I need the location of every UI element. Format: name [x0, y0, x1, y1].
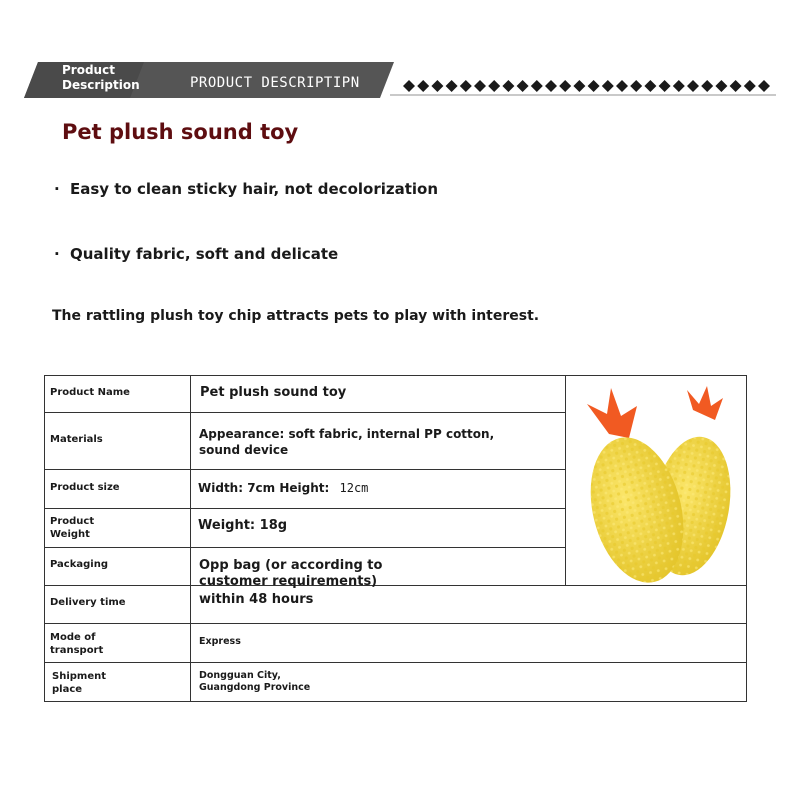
spec-label-materials: Materials — [50, 434, 103, 445]
section-header-band — [24, 62, 394, 98]
table-border — [44, 375, 45, 702]
diamond-ornament-row — [402, 78, 778, 94]
size-height: 12cm — [339, 481, 369, 495]
diamond-ornament — [730, 80, 742, 92]
materials-line1: Appearance: soft fabric, internal PP cotton, — [199, 427, 495, 441]
diamond-ornament — [744, 80, 756, 92]
header-label-line1: Product — [62, 63, 115, 77]
spec-value-weight: Weight: 18g — [198, 518, 288, 533]
feature-text: Quality fabric, soft and delicate — [70, 245, 339, 263]
diamond-ornament — [502, 80, 514, 92]
spec-label-weight — [50, 515, 94, 541]
size-text: Width: 7cm Height: — [198, 481, 330, 495]
feature-bullet — [54, 245, 338, 263]
table-row-divider — [44, 469, 565, 470]
diamond-ornament — [403, 80, 415, 92]
diamond-ornament — [531, 80, 543, 92]
table-border — [44, 701, 747, 702]
transport-label-line2: transport — [50, 645, 104, 656]
header-label-line2: Description — [62, 78, 140, 92]
spec-value-delivery: within 48 hours — [199, 592, 314, 607]
packaging-line2: customer requirements) — [199, 574, 378, 589]
spec-value-packaging — [199, 558, 382, 590]
spec-label-packaging: Packaging — [50, 559, 108, 570]
diamond-ornament — [616, 80, 628, 92]
diamond-ornament — [701, 80, 713, 92]
shipment-label-line2: place — [52, 684, 83, 695]
diamond-ornament — [545, 80, 557, 92]
weight-label-line2: Weight — [50, 529, 90, 540]
diamond-ornament — [417, 80, 429, 92]
bullet-dot: · — [54, 180, 60, 198]
diamond-ornament — [630, 80, 642, 92]
diamond-ornament — [446, 80, 458, 92]
weight-label-line1: Product — [50, 516, 95, 527]
packaging-line1: Opp bag (or according to — [199, 558, 383, 573]
spec-label-shipment — [52, 670, 106, 696]
diamond-ornament — [460, 80, 472, 92]
spec-label-delivery: Delivery time — [50, 597, 126, 608]
table-row-divider — [44, 508, 565, 509]
materials-line2: sound device — [199, 443, 289, 457]
diamond-ornament — [588, 80, 600, 92]
product-heading: Pet plush sound toy — [62, 120, 299, 144]
diamond-ornament — [659, 80, 671, 92]
feature-bullet — [54, 180, 438, 198]
transport-label-line1: Mode of — [50, 632, 96, 643]
spec-value-transport: Express — [199, 636, 241, 647]
table-row-divider — [44, 662, 747, 663]
diamond-ornament — [488, 80, 500, 92]
spec-value-product-name: Pet plush sound toy — [200, 385, 347, 400]
table-row-divider — [44, 623, 747, 624]
shipment-line2: Guangdong Province — [199, 682, 311, 693]
diamond-ornament — [715, 80, 727, 92]
shipment-line1: Dongguan City, — [199, 670, 281, 681]
diamond-ornament — [573, 80, 585, 92]
header-title: PRODUCT DESCRIPTIPN — [190, 75, 360, 91]
diamond-ornament — [474, 80, 486, 92]
spec-value-size — [198, 480, 368, 496]
spec-value-shipment — [199, 670, 310, 694]
table-row-divider — [44, 412, 565, 413]
diamond-ornament — [687, 80, 699, 92]
product-image — [565, 376, 747, 586]
diamond-ornament — [602, 80, 614, 92]
shipment-label-line1: Shipment — [52, 671, 107, 682]
diamond-ornament — [431, 80, 443, 92]
spec-label-size: Product size — [50, 482, 120, 493]
bullet-dot: · — [54, 245, 60, 263]
diamond-ornament — [673, 80, 685, 92]
spec-label-transport — [50, 631, 103, 657]
table-row-divider — [44, 547, 565, 548]
spec-label-product-name: Product Name — [50, 387, 130, 398]
diamond-ornament — [559, 80, 571, 92]
diamond-ornament — [758, 80, 770, 92]
table-column-divider — [190, 375, 191, 702]
diamond-ornament — [517, 80, 529, 92]
header-label — [62, 63, 140, 93]
header-rule — [390, 94, 776, 96]
feature-text: Easy to clean sticky hair, not decolorization — [70, 180, 439, 198]
diamond-ornament — [644, 80, 656, 92]
product-note: The rattling plush toy chip attracts pets to play with interest. — [52, 308, 540, 324]
spec-value-materials — [199, 426, 494, 458]
